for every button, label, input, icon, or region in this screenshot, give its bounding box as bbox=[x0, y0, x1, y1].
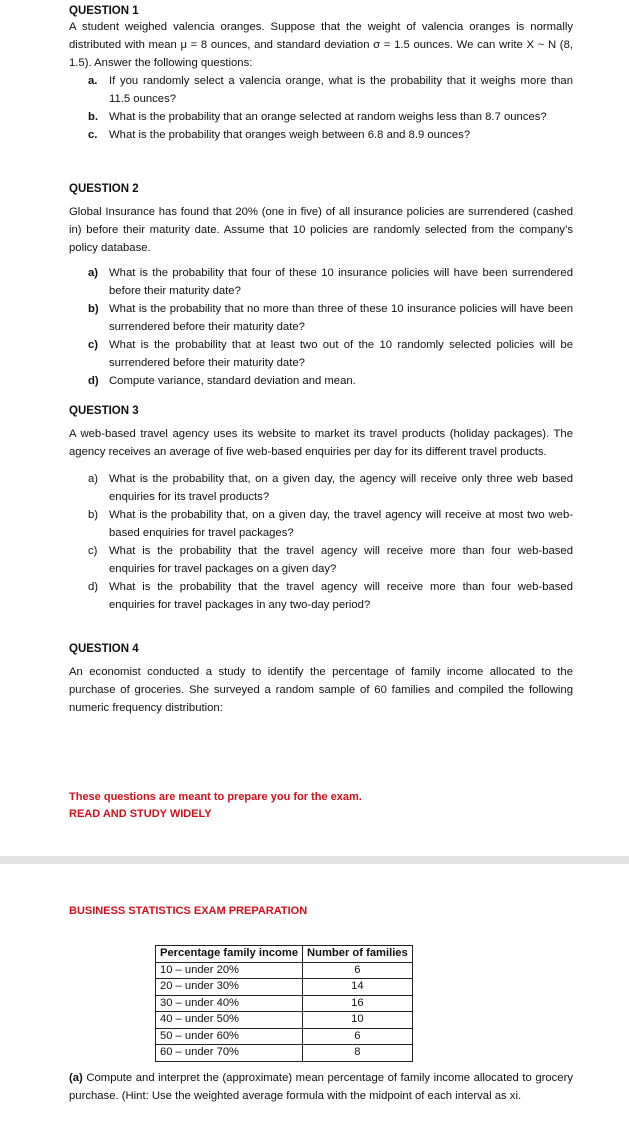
sub-question-text: What is the probability that, on a given day, the agency will receive only three web based enquiries for its travel products? bbox=[109, 472, 573, 503]
sub-question bbox=[69, 506, 573, 542]
page-header: BUSINESS STATISTICS EXAM PREPARATION bbox=[69, 905, 308, 917]
question-1 bbox=[69, 5, 573, 144]
sub-question-text: What is the probability that the travel agency will receive more than four web-based enquiries for travel packages on a given day? bbox=[109, 544, 573, 575]
income-range-cell: 20 – under 30% bbox=[156, 979, 303, 996]
sub-question bbox=[69, 336, 573, 372]
notice-line-1: These questions are meant to prepare you for the exam. bbox=[69, 791, 362, 803]
column-header: Number of families bbox=[303, 946, 413, 963]
question-intro: A web-based travel agency uses its website to market its travel products (holiday packages). The agency receives an average of five web-based enquiries per day for its different travel products. bbox=[69, 428, 573, 458]
sub-question-marker: b) bbox=[88, 303, 99, 316]
sub-question-text: What is the probability that no more than three of these 10 insurance policies will have been surrendered before their maturity date? bbox=[109, 303, 573, 334]
sub-question-marker: a. bbox=[88, 75, 98, 88]
sub-question-text: What is the probability that an orange selected at random weighs less than 8.7 ounces? bbox=[109, 111, 547, 124]
sub-question bbox=[69, 470, 573, 506]
sub-question bbox=[69, 542, 573, 578]
table-row bbox=[156, 995, 413, 1012]
sub-question bbox=[69, 578, 573, 614]
sub-question-text: Compute variance, standard deviation and mean. bbox=[109, 375, 356, 388]
sub-question-text: What is the probability that four of these 10 insurance policies will have been surrendered before their maturity date? bbox=[109, 267, 573, 298]
question-intro: A student weighed valencia oranges. Suppose that the weight of valencia oranges is normally distributed with mean μ = 8 ounces, and standard deviation σ = 1.5 ounces. We can write X ~ N (8, 1.5). Answer the following questions: bbox=[69, 21, 573, 69]
sub-question-text: What is the probability that, on a given day, the travel agency will receive at most two web-based enquiries for travel packages? bbox=[109, 508, 573, 539]
question-title: QUESTION 4 bbox=[69, 643, 139, 655]
sub-question bbox=[69, 264, 573, 300]
families-count-cell: 6 bbox=[303, 1028, 413, 1045]
table-row bbox=[156, 962, 413, 979]
sub-question bbox=[69, 72, 573, 108]
frequency-table bbox=[155, 945, 413, 1062]
sub-question-marker: b) bbox=[88, 508, 99, 521]
sub-question bbox=[69, 300, 573, 336]
sub-question bbox=[69, 126, 573, 144]
notice-line-2: READ AND STUDY WIDELY bbox=[69, 808, 212, 820]
sub-question-text: What is the probability that oranges weigh between 6.8 and 8.9 ounces? bbox=[109, 129, 471, 142]
sub-question-list bbox=[69, 264, 573, 390]
sub-question-text: What is the probability that the travel agency will receive more than four web-based enquiries for travel packages in any two-day period? bbox=[109, 580, 573, 611]
income-range-cell: 50 – under 60% bbox=[156, 1028, 303, 1045]
income-range-cell: 40 – under 50% bbox=[156, 1012, 303, 1029]
income-range-cell: 60 – under 70% bbox=[156, 1045, 303, 1062]
families-count-cell: 14 bbox=[303, 979, 413, 996]
question-4 bbox=[69, 643, 573, 717]
sub-question-text: If you randomly select a valencia orange, what is the probability that it weighs more than 11.5 ounces? bbox=[109, 75, 573, 106]
part-a-label: (a) bbox=[69, 1072, 83, 1084]
question-intro: Global Insurance has found that 20% (one in five) of all insurance policies are surrendered (cashed in) before their maturity date. Assume that 10 policies are randomly selected from the company’s policy database. bbox=[69, 206, 573, 254]
sub-question-list bbox=[69, 470, 573, 614]
sub-question-marker: b. bbox=[88, 111, 99, 124]
exam-notice bbox=[69, 789, 573, 823]
question-intro: An economist conducted a study to identify the percentage of family income allocated to the purchase of groceries. She surveyed a random sample of 60 families and compiled the following numeric frequency distribution: bbox=[69, 666, 573, 714]
families-count-cell: 6 bbox=[303, 962, 413, 979]
families-count-cell: 8 bbox=[303, 1045, 413, 1062]
sub-question bbox=[69, 372, 573, 390]
table-row bbox=[156, 979, 413, 996]
sub-question-marker: d) bbox=[88, 580, 99, 593]
question-2 bbox=[69, 183, 573, 390]
families-count-cell: 10 bbox=[303, 1012, 413, 1029]
table-row bbox=[156, 1028, 413, 1045]
sub-question-marker: a) bbox=[88, 267, 99, 280]
sub-question-marker: c) bbox=[88, 339, 99, 352]
column-header: Percentage family income bbox=[156, 946, 303, 963]
income-range-cell: 10 – under 20% bbox=[156, 962, 303, 979]
page-break-divider bbox=[0, 856, 629, 864]
table-row bbox=[156, 1012, 413, 1029]
sub-question-marker: a) bbox=[88, 472, 99, 485]
sub-question bbox=[69, 108, 573, 126]
families-count-cell: 16 bbox=[303, 995, 413, 1012]
sub-question-list bbox=[69, 72, 573, 144]
question-title: QUESTION 2 bbox=[69, 183, 139, 195]
question-title: QUESTION 3 bbox=[69, 405, 139, 417]
question-title: QUESTION 1 bbox=[69, 5, 139, 17]
part-a-question bbox=[69, 1070, 573, 1106]
sub-question-marker: d) bbox=[88, 375, 99, 388]
part-a-text: Compute and interpret the (approximate) mean percentage of family income allocated to grocery purchase. (Hint: Use the weighted average formula with the midpoint of each interval as xi. bbox=[69, 1072, 573, 1102]
sub-question-marker: c) bbox=[88, 544, 98, 557]
income-range-cell: 30 – under 40% bbox=[156, 995, 303, 1012]
sub-question-marker: c. bbox=[88, 129, 98, 142]
question-3 bbox=[69, 405, 573, 614]
sub-question-text: What is the probability that at least two out of the 10 randomly selected policies will be surrendered before their maturity date? bbox=[109, 339, 573, 370]
table-row bbox=[156, 1045, 413, 1062]
